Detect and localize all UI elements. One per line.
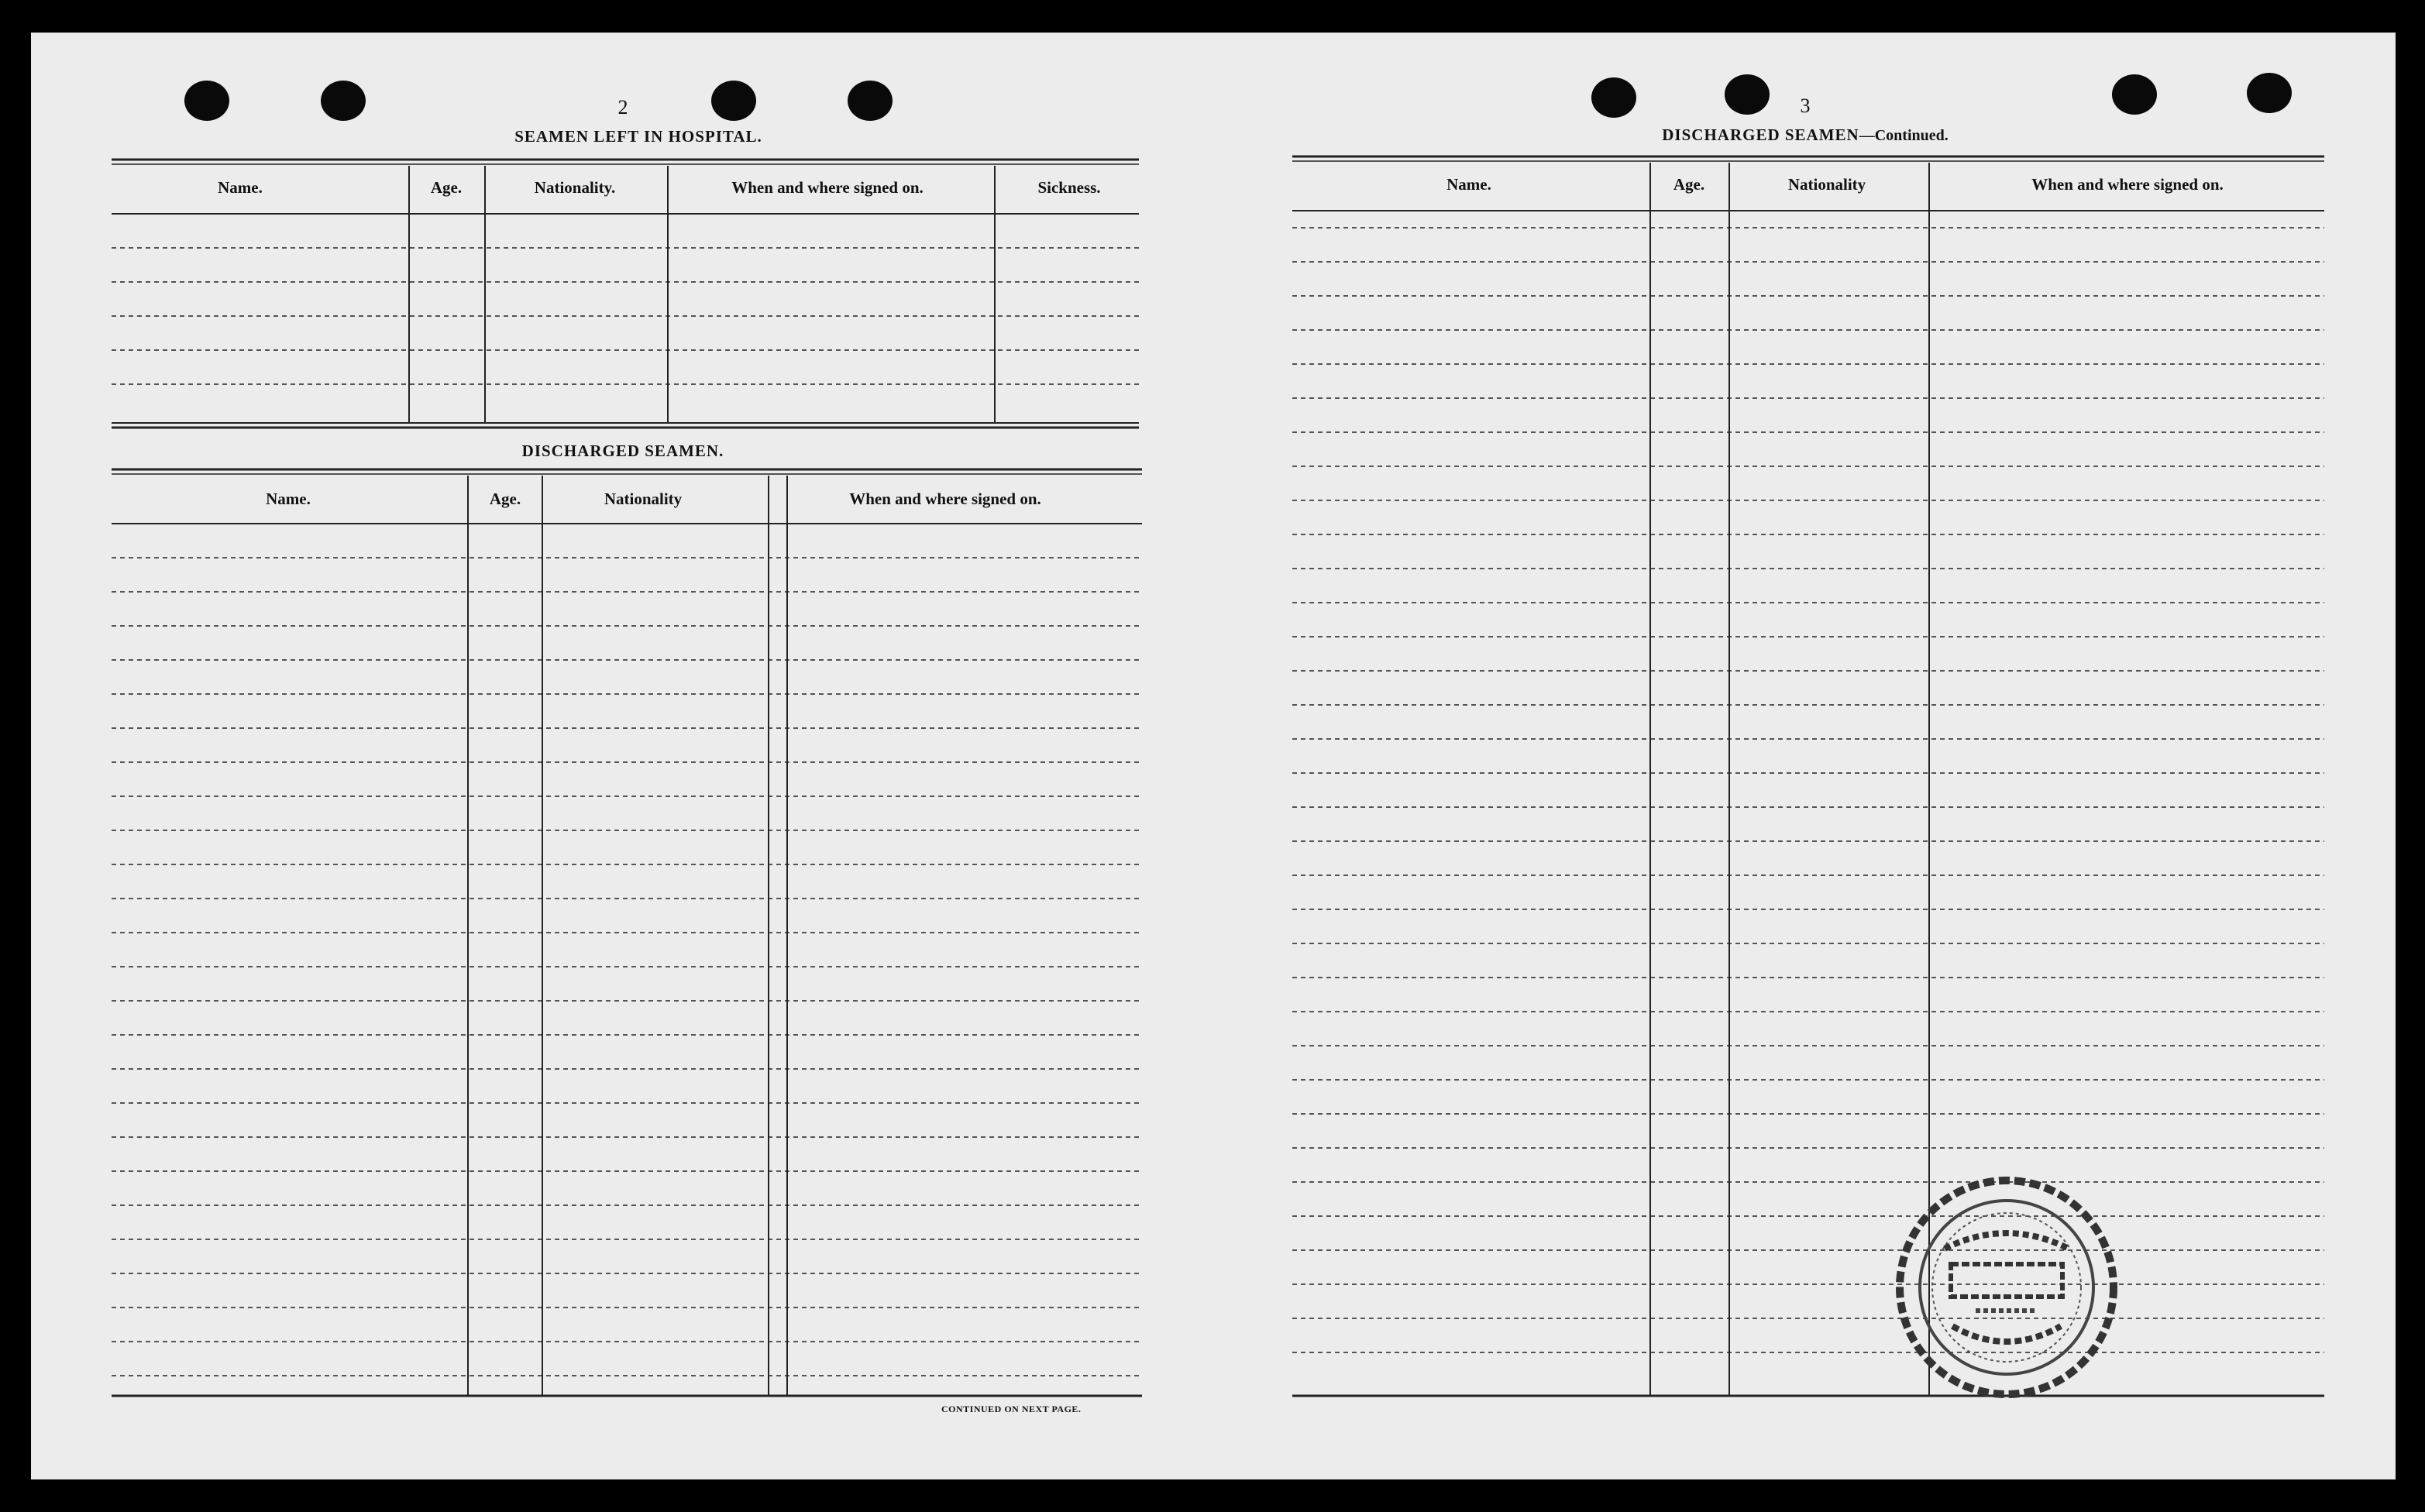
column-header-name: Name. (218, 178, 263, 197)
column-header-age: Age. (430, 178, 463, 197)
column-header-sickness: Sickness. (1037, 178, 1101, 197)
continued-footer: CONTINUED ON NEXT PAGE. (941, 1404, 1082, 1414)
section-title-hospital: SEAMEN LEFT IN HOSPITAL. (514, 127, 762, 146)
page-number: 2 (617, 96, 628, 119)
column-header-name: Name. (1446, 175, 1491, 194)
section-title-text: DISCHARGED SEAMEN (1662, 125, 1859, 144)
column-header-nationality: Nationality. (534, 178, 616, 197)
column-header-signed-on: When and where signed on. (731, 178, 924, 197)
section-title-suffix: —Continued. (1859, 127, 1949, 144)
column-header-signed-on: When and where signed on. (2031, 175, 2224, 194)
page-number: 3 (1800, 94, 1811, 117)
postmark-stamp-icon (1890, 1171, 2123, 1404)
column-header-nationality: Nationality (604, 490, 683, 508)
discharged-table-rules (112, 469, 1142, 1396)
column-header-name: Name. (266, 490, 311, 508)
hospital-table-rules (112, 160, 1139, 428)
column-header-age: Age. (489, 490, 521, 508)
column-header-nationality: Nationality (1787, 175, 1866, 194)
column-header-signed-on: When and where signed on. (849, 490, 1041, 508)
discharged-continued-table-rules (1292, 156, 2324, 1396)
column-header-age: Age. (1673, 175, 1705, 194)
section-title-discharged: DISCHARGED SEAMEN. (521, 442, 724, 460)
